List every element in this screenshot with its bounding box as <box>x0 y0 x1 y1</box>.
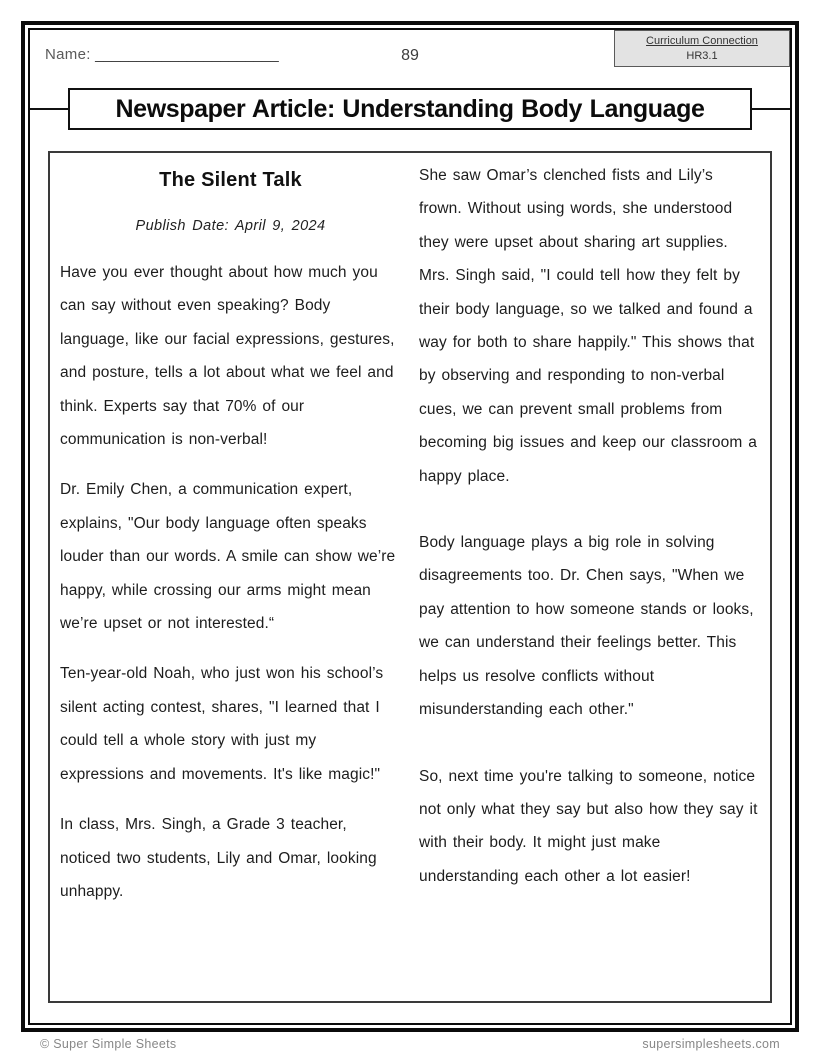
footer-website: supersimplesheets.com <box>642 1037 780 1051</box>
article-title: The Silent Talk <box>159 169 302 191</box>
article-paragraph: In class, Mrs. Singh, a Grade 3 teacher, noticed two students, Lily and Omar, looking unhappy. <box>60 816 377 900</box>
article-paragraph: Body language plays a big role in solving disagreements too. Dr. Chen says, "When we pay attention to how someone stands or looks, we can understand their feelings better. This helps us resolve conflicts without misunderstanding each other." <box>419 534 754 719</box>
article-column-left <box>60 159 401 995</box>
worksheet-title: Newspaper Article: Understanding Body Language <box>68 88 752 130</box>
title-banner-row <box>30 88 790 130</box>
curriculum-badge <box>614 30 790 67</box>
page-frame-inner <box>28 28 792 1025</box>
curriculum-badge-title: Curriculum Connection <box>646 35 758 47</box>
name-blank-line: ______________________ <box>95 46 279 63</box>
article-paragraph: She saw Omar’s clenched fists and Lily’s frown. Without using words, she understood they were upset about sharing art supplies. Mrs. Singh said, "I could tell how they felt by their body language, so we talked and found a way for both to share happily." This shows that by observing and responding to non-verbal cues, we can prevent small problems from becoming big issues and keep our classroom a happy place. <box>419 167 757 485</box>
banner-connector-left <box>30 108 68 110</box>
page-frame <box>21 21 799 1032</box>
article-publish-date: Publish Date: April 9, 2024 <box>135 218 326 234</box>
article-paragraph: So, next time you're talking to someone, notice not only what they say but also how they say it with their body. It might just make understanding each other a lot easier! <box>419 767 758 885</box>
article-box <box>48 151 772 1003</box>
name-label: Name: <box>45 46 91 63</box>
banner-connector-right <box>752 108 790 110</box>
footer-copyright: © Super Simple Sheets <box>40 1037 177 1051</box>
article-paragraph: Ten-year-old Noah, who just won his school’s silent acting contest, shares, "I learned that I could tell a whole story with just my expressions and movements. It's like magic!" <box>60 665 384 783</box>
article-paragraph: Dr. Emily Chen, a communication expert, explains, "Our body language often speaks louder than our words. A smile can show we’re happy, while crossing our arms might mean we’re upset or not interested.“ <box>60 481 396 633</box>
article-paragraph: Have you ever thought about how much you can say without even speaking? Body language, like our facial expressions, gestures, and posture, tells a lot about what we feel and think. Experts say that 70% of our communication is non-verbal! <box>60 264 395 449</box>
article-column-right <box>419 159 760 995</box>
curriculum-badge-code: HR3.1 <box>686 50 718 62</box>
page-number: 89 <box>401 47 419 64</box>
